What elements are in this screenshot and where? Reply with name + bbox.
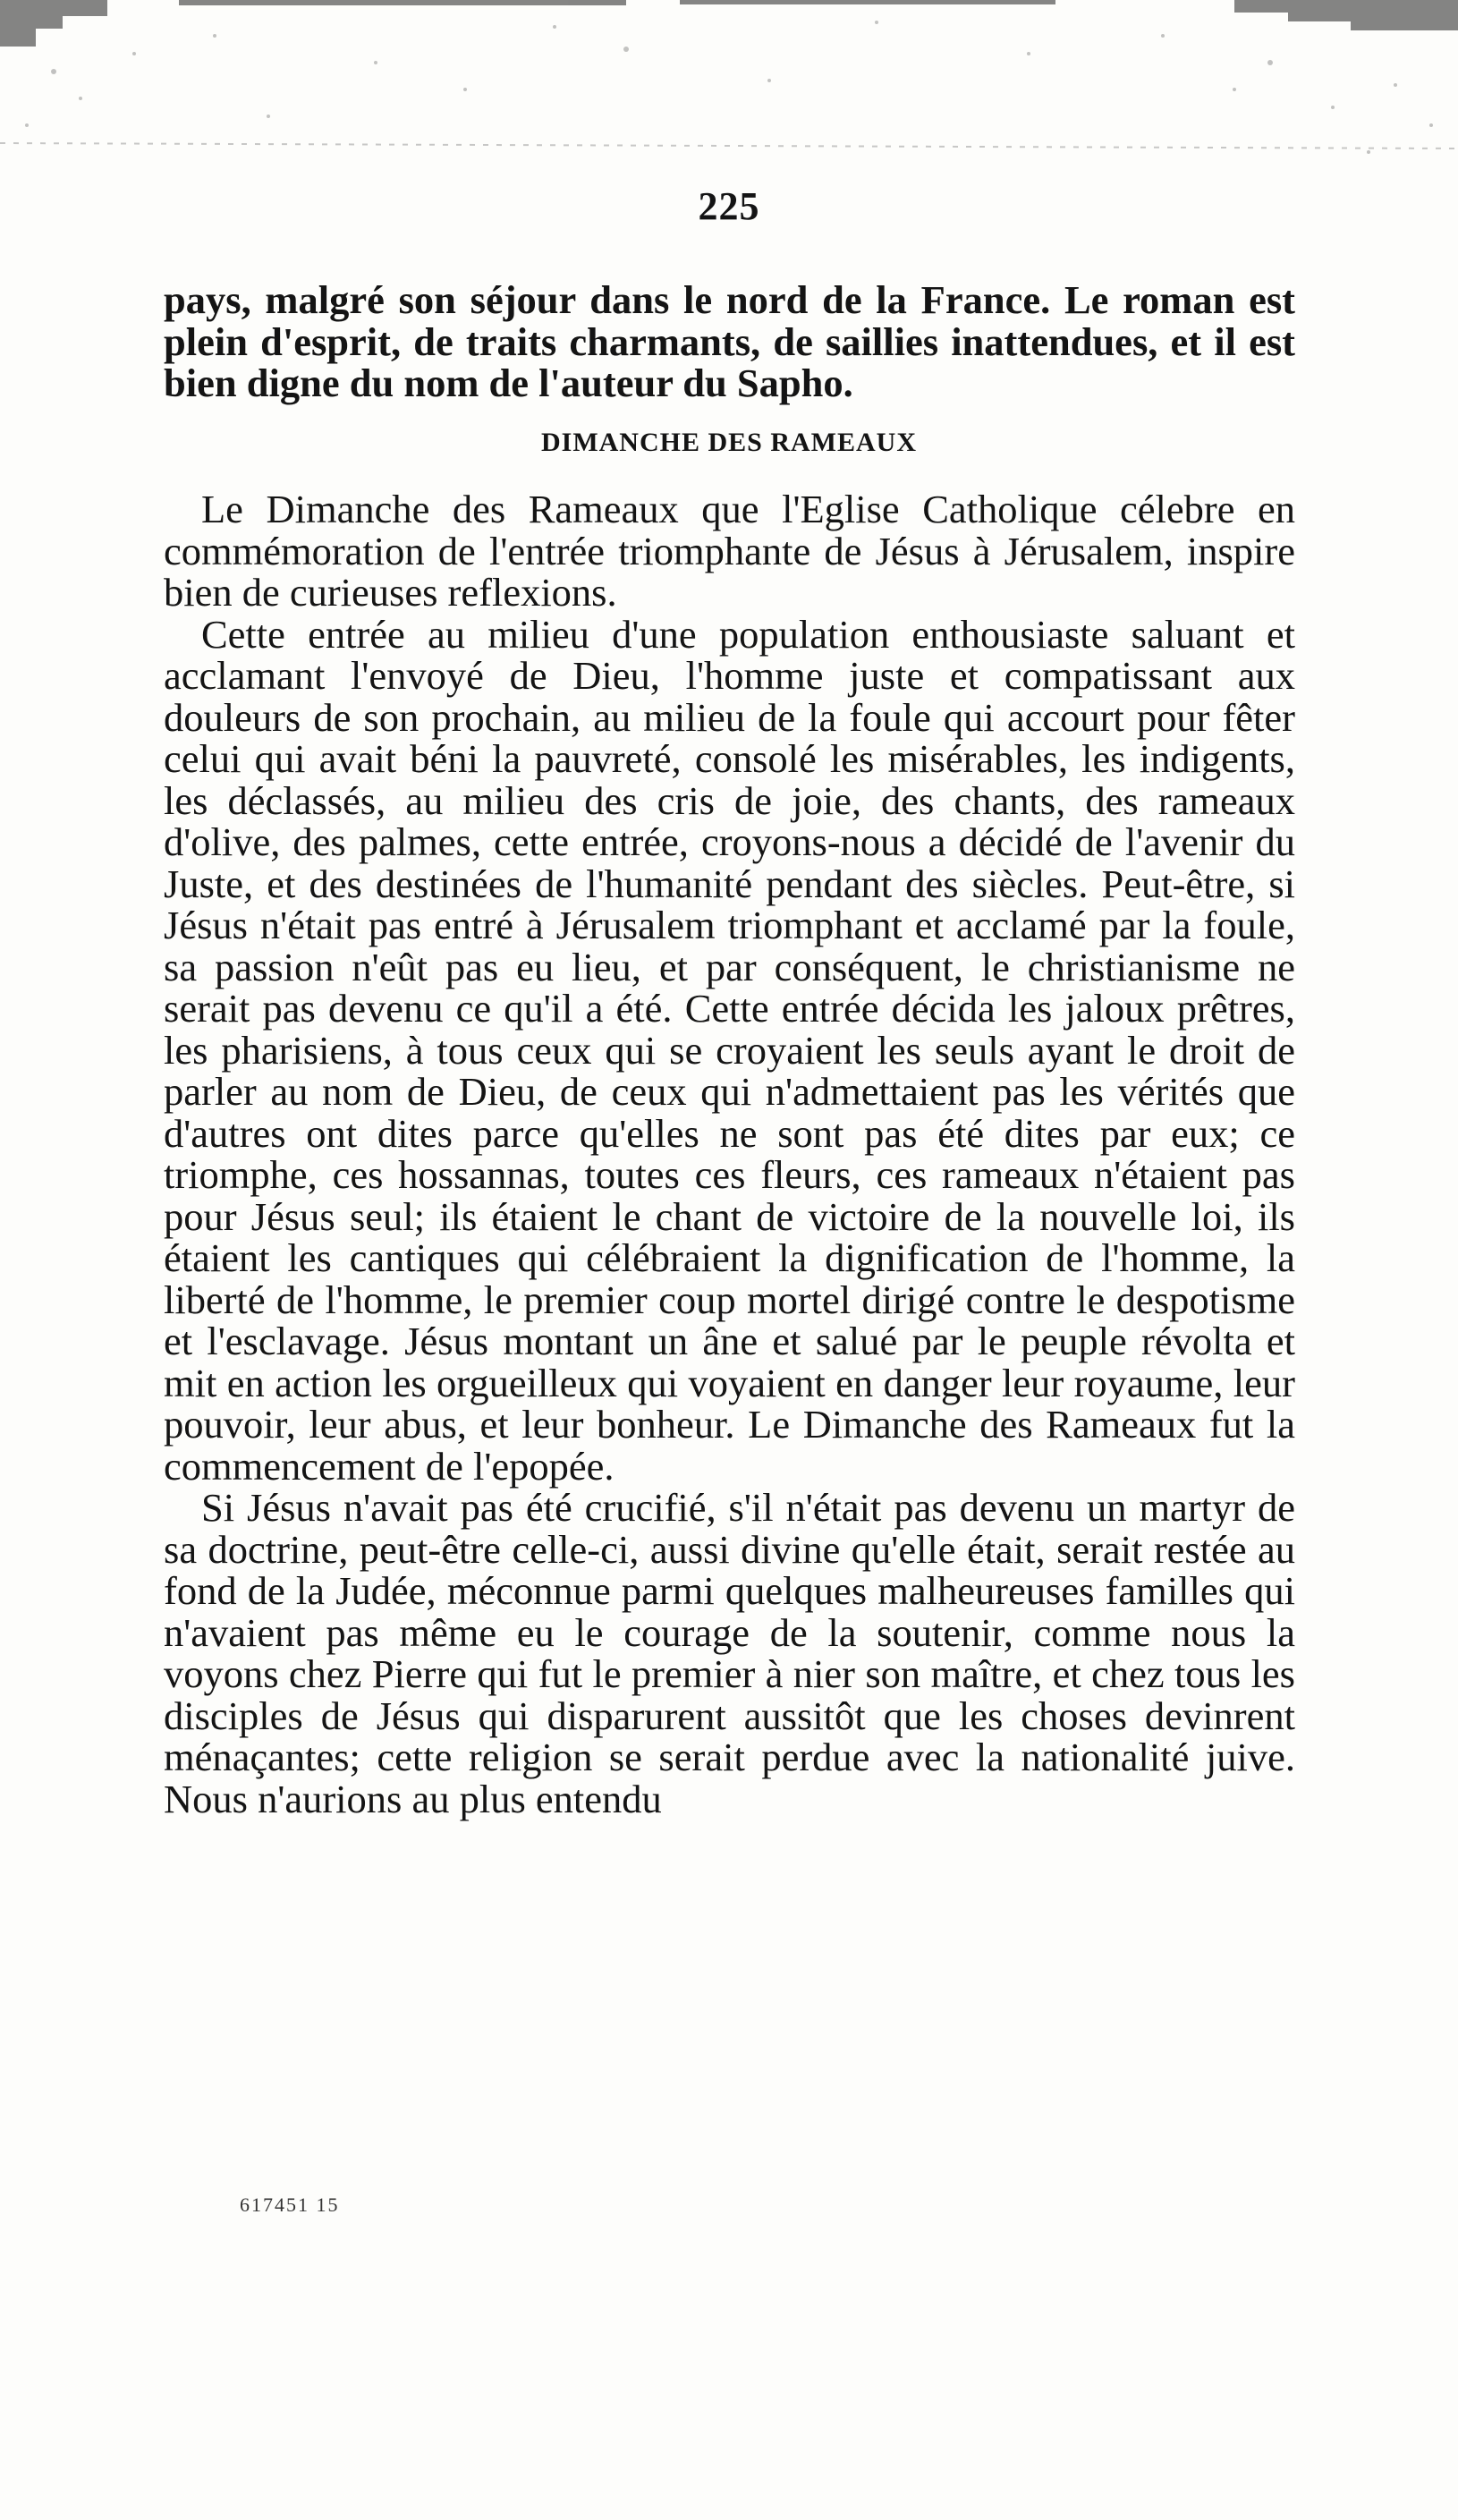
scan-noise-decoration (0, 0, 1458, 206)
page-number: 225 (698, 184, 760, 228)
printer-signature: 617451 15 (240, 2193, 340, 2216)
intro-paragraph: pays, malgré son séjour dans le nord de la France. Le roman est plein d'esprit, de traits charmants, de saillies inattendues, et il est bien digne du nom de l'auteur du Sapho. (164, 277, 1295, 405)
paragraph-2: Cette entrée au milieu d'une population enthousiaste saluant et acclamant l'envoyé de Dieu, l'homme juste et compatissant aux douleurs de son prochain, au milieu de la foule qui accourt pour fêter celui qui avait béni la pauvreté, consolé les misérables, les indigents, les déclassés, au milieu des cris de joie, des chants, des rameaux d'olive, des palmes, cette entrée, croyons-nous a décidé de l'avenir du Juste, et des destinées de l'humanité pendant des siècles. Peut-être, si Jésus n'était pas entré à Jérusalem triomphant et acclamé par la foule, sa passion n'eût pas eu lieu, et par conséquent, le christianisme ne serait pas devenu ce qu'il a été. Cette entrée décida les jaloux prêtres, les pharisiens, à tous ceux qui se croyaient les seuls ayant le droit de parler au nom de Dieu, de ceux qui n'admettaient pas les vérités que d'autres ont dites parce qu'elles ne sont pas été dites par eux; ce triomphe, ces hossannas, toutes ces fleurs, ces rameaux n'étaient pas pour Jésus seul; ils étaient le chant de victoire de la nouvelle loi, ils étaient les cantiques qui célébraient la dignification de l'homme, la liberté de l'homme, le premier coup mortel dirigé contre le despotisme et l'esclavage. Jésus montant un âne et salué par le peuple révolta et mit en action les orgueilleux qui voyaient en danger leur royaume, leur pouvoir, leur abus, et leur bonheur. Le Dimanche des Rameaux fut la commencement de l'epopée. (164, 611, 1295, 1489)
section-heading: DIMANCHE DES RAMEAUX (540, 428, 917, 457)
paragraph-3: Si Jésus n'avait pas été crucifié, s'il n'était pas devenu un martyr de sa doctrine, peut-être celle-ci, aussi divine qu'elle était, serait restée au fond de la Judée, méconnue parmi quelques malheureuses familles qui n'avaient pas même eu le courage de la soutenir, comme nous la voyons chez Pierre qui fut le premier à nier son maître, et chez tous les disciples de Jésus qui disparurent aussitôt que les choses devinrent ménaçantes; cette religion se serait perdue avec la nationalité juive. Nous n'aurions au plus entendu (164, 1485, 1295, 1821)
body-text (164, 488, 1295, 1820)
paragraph-1: Le Dimanche des Rameaux que l'Eglise Catholique célebre en commémoration de l'entrée triomphante de Jésus à Jérusalem, inspire bien de curieuses reflexions. (164, 487, 1295, 615)
intro-paragraph-block (164, 279, 1295, 404)
